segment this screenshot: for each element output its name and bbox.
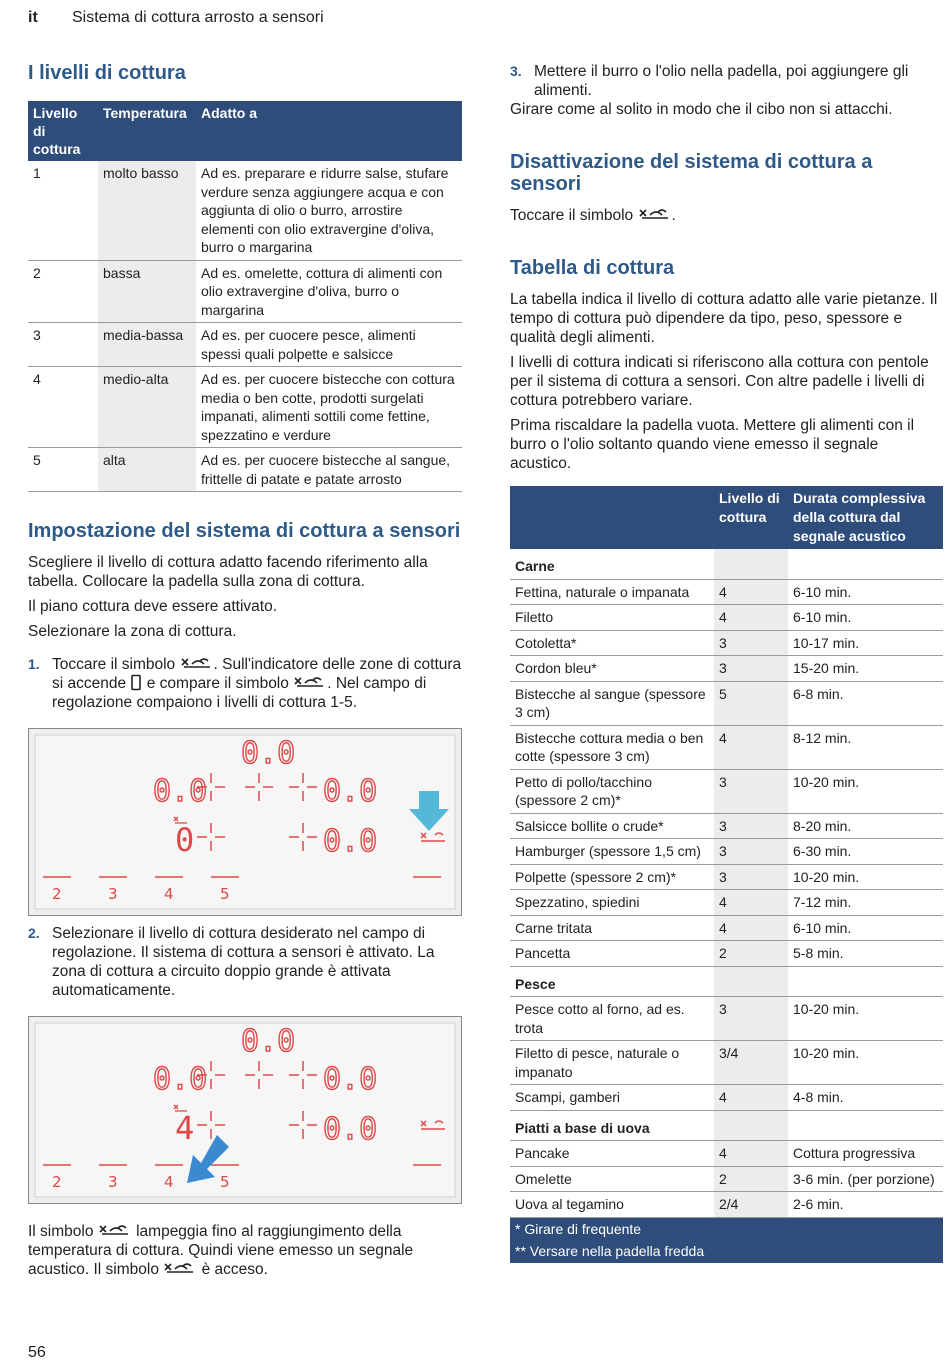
setup-p3: Selezionare la zona di cottura.: [28, 623, 237, 640]
step-3-number: 3.: [510, 63, 522, 79]
cooking-table: [510, 486, 943, 1263]
cooking-cell-food: Pancake: [510, 1141, 714, 1167]
setup-title: Impostazione del sistema di cottura a sensori: [28, 520, 461, 542]
cooking-cell-duration: 15-20 min.: [788, 656, 943, 682]
cooking-row: [510, 1085, 943, 1111]
zone-display-front-right: 0.0: [323, 824, 378, 859]
level-number: 4: [164, 885, 174, 903]
levels-cell-level: 3: [28, 323, 98, 367]
zero-digit-icon: [130, 674, 142, 691]
cooking-cell-level: 4: [714, 579, 788, 605]
cooking-header-row: [510, 486, 943, 549]
step-1-number: 1.: [28, 656, 40, 672]
zone-display-front-right: 0.0: [323, 1112, 378, 1147]
levels-row: [28, 448, 462, 492]
step-1-text-b: . Sull'indicatore delle zone di cottura si accende: [52, 656, 462, 692]
levels-title: I livelli di cottura: [28, 62, 186, 84]
pan-sensor-icon: [163, 1262, 197, 1276]
cooking-cell-food: Petto di pollo/tacchino (spessore 2 cm)*: [510, 769, 714, 813]
cooking-cell-food: Salsicce bollite o crude*: [510, 813, 714, 839]
cooking-th-level: Livello di cottura: [714, 486, 788, 549]
levels-row: [28, 260, 462, 323]
cooking-row: [510, 813, 943, 839]
zone-display-left: 0.0: [153, 1062, 208, 1097]
closing-text-b: lampeggia fino al raggiungimento della temperatura di cottura. Quindi viene emesso un segnale acustico. Il simbolo: [28, 1223, 414, 1278]
level-number: 3: [108, 885, 118, 903]
cooking-cell-food: Bistecche al sangue (spessore 3 cm): [510, 681, 714, 725]
cooking-category-blank: [714, 549, 788, 579]
levels-header-row: [28, 101, 462, 161]
cooking-cell-food: Filetto di pesce, naturale o impanato: [510, 1041, 714, 1085]
cooking-cell-level: 4: [714, 1085, 788, 1111]
deactivate-title: Disattivazione del sistema di cottura a sensori: [510, 151, 873, 195]
cooking-row: [510, 656, 943, 682]
cooking-cell-duration: 8-20 min.: [788, 813, 943, 839]
levels-cell-use: Ad es. per cuocere bistecche con cottura media o ben cotte, prodotti surgelati impanati, alimenti sottili come fettine, spezzatino e verdure: [196, 367, 462, 448]
cooking-row: [510, 915, 943, 941]
cooking-row: [510, 1041, 943, 1085]
cooking-cell-level: 3: [714, 839, 788, 865]
cooking-cell-level: 5: [714, 681, 788, 725]
zone-display-right: 0.0: [323, 774, 378, 809]
cooking-category-blank: [788, 1110, 943, 1141]
cooking-cell-level: 3: [714, 864, 788, 890]
step-2-text: Selezionare il livello di cottura desiderato nel campo di regolazione. Il sistema di cottura a sensori è attivato. La zona di cottura a circuito doppio grande è attivata automaticamente.: [52, 925, 435, 999]
levels-row: [28, 367, 462, 448]
cooking-cell-duration: 4-8 min.: [788, 1085, 943, 1111]
cooking-cell-duration: 6-30 min.: [788, 839, 943, 865]
cooking-row: [510, 1166, 943, 1192]
cooking-cell-duration: 8-12 min.: [788, 725, 943, 769]
levels-cell-temperature: media-bassa: [98, 323, 196, 367]
cooking-cell-level: 4: [714, 605, 788, 631]
page-number: 56: [28, 1344, 46, 1361]
cooking-cell-level: 3: [714, 813, 788, 839]
cooking-cell-level: 2: [714, 941, 788, 967]
cooking-cell-duration: 10-20 min.: [788, 1041, 943, 1085]
levels-th-use: Adatto a: [196, 101, 462, 161]
cooking-cell-food: Scampi, gamberi: [510, 1085, 714, 1111]
setup-p1: Scegliere il livello di cottura adatto facendo riferimento alla tabella. Collocare la padella sulla zona di cottura.: [28, 554, 428, 590]
pan-sensor-icon: [98, 1224, 132, 1238]
levels-table: [28, 101, 462, 492]
cooking-category-blank: [788, 549, 943, 579]
levels-row: [28, 323, 462, 367]
right-column: [510, 60, 943, 1263]
zone-display-right: 0.0: [323, 1062, 378, 1097]
cooking-category-label: Piatti a base di uova: [510, 1110, 714, 1141]
cooking-row: [510, 681, 943, 725]
cooking-cell-level: 2/4: [714, 1192, 788, 1218]
cooking-cell-food: Spezzatino, spiedini: [510, 890, 714, 916]
table-section-p2: I livelli di cottura indicati si riferiscono alla cottura con pentole per il sistema di cottura a sensori. Con altre padelle i livelli di cottura potrebbero variare.: [510, 354, 929, 409]
closing-paragraph: [28, 1222, 462, 1279]
left-column: [28, 60, 462, 1279]
cooking-cell-food: Pesce cotto al forno, ad es. trota: [510, 997, 714, 1041]
pan-sensor-icon: [293, 676, 327, 690]
step-2: [28, 924, 462, 1000]
hob-display-svg-1: [29, 729, 461, 915]
cooking-cell-level: 3: [714, 997, 788, 1041]
zone-display-rear: 0.0: [241, 1024, 296, 1059]
levels-cell-temperature: molto basso: [98, 161, 196, 260]
deactivate-text-b: .: [671, 207, 676, 224]
cooking-cell-food: Hamburger (spessore 1,5 cm): [510, 839, 714, 865]
cooking-cell-level: 3: [714, 656, 788, 682]
cooking-cell-food: Carne tritata: [510, 915, 714, 941]
cooking-th-food: [510, 486, 714, 549]
cooking-cell-level: 3/4: [714, 1041, 788, 1085]
zone-display-rear: 0.0: [241, 736, 296, 771]
level-number: 2: [52, 1173, 62, 1191]
cooking-cell-level: 4: [714, 915, 788, 941]
cooking-cell-level: 4: [714, 1141, 788, 1167]
table-section-p1: La tabella indica il livello di cottura adatto alle varie pietanze. Il tempo di cottura può dipendere da tipo, peso, spessore e qualità degli alimenti.: [510, 291, 938, 346]
header-lang: it: [28, 9, 38, 26]
cooking-cell-food: Polpette (spessore 2 cm)*: [510, 864, 714, 890]
cooking-row: [510, 630, 943, 656]
cooking-row: [510, 1141, 943, 1167]
table-section-title: Tabella di cottura: [510, 257, 675, 279]
levels-cell-temperature: alta: [98, 448, 196, 492]
levels-cell-use: Ad es. per cuocere pesce, alimenti spessi quali polpette e salsicce: [196, 323, 462, 367]
cooking-cell-food: Cordon bleu*: [510, 656, 714, 682]
closing-text-c: è acceso.: [201, 1261, 268, 1278]
cooking-cell-food: Uova al tegamino: [510, 1192, 714, 1218]
closing-text-a: Il simbolo: [28, 1223, 94, 1240]
setup-p2: Il piano cottura deve essere attivato.: [28, 598, 278, 615]
cooking-cell-duration: 6-10 min.: [788, 915, 943, 941]
cooking-note-row: [510, 1217, 943, 1240]
cooking-cell-level: 3: [714, 769, 788, 813]
cooking-category-blank: [714, 1110, 788, 1141]
cooking-cell-food: Pancetta: [510, 941, 714, 967]
level-number: 5: [220, 1173, 230, 1191]
step-3-note: Girare come al solito in modo che il cibo non si attacchi.: [510, 101, 893, 118]
step-1-text-a: Toccare il simbolo: [52, 656, 176, 673]
pan-sensor-icon: [638, 208, 672, 222]
cooking-row: [510, 579, 943, 605]
level-number: 2: [52, 885, 62, 903]
deactivate-text: [510, 206, 943, 225]
level-number: 5: [220, 885, 230, 903]
step-1-text-c: e compare il simbolo: [146, 675, 289, 692]
cooking-row: [510, 1192, 943, 1218]
cooking-note-row: [510, 1240, 943, 1263]
cooking-footnote: * Girare di frequente: [510, 1217, 943, 1240]
hob-display-svg-2: [29, 1017, 461, 1203]
cooking-cell-level: 4: [714, 725, 788, 769]
step-1: [28, 655, 462, 712]
cooking-cell-duration: 10-17 min.: [788, 630, 943, 656]
cooking-cell-food: Omelette: [510, 1166, 714, 1192]
cooking-cell-level: 4: [714, 890, 788, 916]
step-1-text-d: . Nel campo di regolazione compaiono i livelli di cottura 1-5.: [52, 675, 427, 711]
cooking-row: [510, 605, 943, 631]
cooking-cell-duration: 10-20 min.: [788, 769, 943, 813]
cooking-cell-duration: 3-6 min. (per porzione): [788, 1166, 943, 1192]
cooking-cell-duration: Cottura progressiva: [788, 1141, 943, 1167]
cooking-row: [510, 839, 943, 865]
cooking-category-row: [510, 1110, 943, 1141]
levels-row: [28, 161, 462, 260]
levels-cell-use: Ad es. omelette, cottura di alimenti con olio extravergine d'oliva, burro o margarina: [196, 260, 462, 323]
levels-cell-temperature: bassa: [98, 260, 196, 323]
hob-display-diagram-1: [28, 728, 462, 916]
cooking-category-blank: [788, 966, 943, 997]
cooking-cell-duration: 10-20 min.: [788, 997, 943, 1041]
cooking-row: [510, 725, 943, 769]
hob-display-diagram-2: [28, 1016, 462, 1204]
deactivate-text-a: Toccare il simbolo: [510, 207, 634, 224]
cooking-cell-duration: 5-8 min.: [788, 941, 943, 967]
cooking-cell-food: Cotoletta*: [510, 630, 714, 656]
levels-cell-level: 5: [28, 448, 98, 492]
step-2-number: 2.: [28, 925, 40, 941]
cooking-cell-duration: 6-10 min.: [788, 579, 943, 605]
zone-display-center: 0: [175, 821, 195, 859]
cooking-cell-food: Filetto: [510, 605, 714, 631]
cooking-cell-level: 2: [714, 1166, 788, 1192]
pan-sensor-icon: [180, 657, 214, 671]
cooking-cell-food: Fettina, naturale o impanata: [510, 579, 714, 605]
cooking-cell-level: 3: [714, 630, 788, 656]
zone-display-left: 0.0: [153, 774, 208, 809]
cooking-category-blank: [714, 966, 788, 997]
cooking-row: [510, 997, 943, 1041]
cooking-category-row: [510, 966, 943, 997]
cooking-cell-duration: 10-20 min.: [788, 864, 943, 890]
cooking-cell-duration: 2-6 min.: [788, 1192, 943, 1218]
cooking-th-duration: Durata complessiva della cottura dal segnale acustico: [788, 486, 943, 549]
cooking-row: [510, 769, 943, 813]
level-number: 4: [164, 1173, 174, 1191]
levels-cell-level: 4: [28, 367, 98, 448]
level-number: 3: [108, 1173, 118, 1191]
zone-display-center: 4: [175, 1109, 195, 1147]
cooking-cell-food: Bistecche cottura media o ben cotte (spessore 3 cm): [510, 725, 714, 769]
cooking-row: [510, 890, 943, 916]
step-3-text: Mettere il burro o l'olio nella padella, poi aggiungere gli alimenti.: [534, 63, 909, 99]
table-section-p3: Prima riscaldare la padella vuota. Mettere gli alimenti con il burro o l'olio soltanto quando viene emesso il segnale acustico.: [510, 417, 915, 472]
cooking-row: [510, 864, 943, 890]
levels-th-level: Livello di cottura: [28, 101, 98, 161]
cooking-cell-duration: 7-12 min.: [788, 890, 943, 916]
levels-cell-use: Ad es. preparare e ridurre salse, stufare verdure senza aggiungere acqua e con aggiunta di olio o burro, arrostire elementi con olio extravergine d'oliva, burro o margarina: [196, 161, 462, 260]
cooking-category-label: Carne: [510, 549, 714, 579]
cooking-row: [510, 941, 943, 967]
cooking-category-label: Pesce: [510, 966, 714, 997]
step-3: [510, 62, 943, 100]
levels-th-temp: Temperatura: [98, 101, 196, 161]
cooking-footnote: ** Versare nella padella fredda: [510, 1240, 943, 1263]
levels-cell-level: 1: [28, 161, 98, 260]
levels-cell-use: Ad es. per cuocere bistecche al sangue, frittelle di patate e patate arrosto: [196, 448, 462, 492]
levels-cell-temperature: medio-alta: [98, 367, 196, 448]
cooking-cell-duration: 6-8 min.: [788, 681, 943, 725]
cooking-cell-duration: 6-10 min.: [788, 605, 943, 631]
header-title: Sistema di cottura arrosto a sensori: [72, 9, 324, 26]
cooking-category-row: [510, 549, 943, 579]
levels-cell-level: 2: [28, 260, 98, 323]
